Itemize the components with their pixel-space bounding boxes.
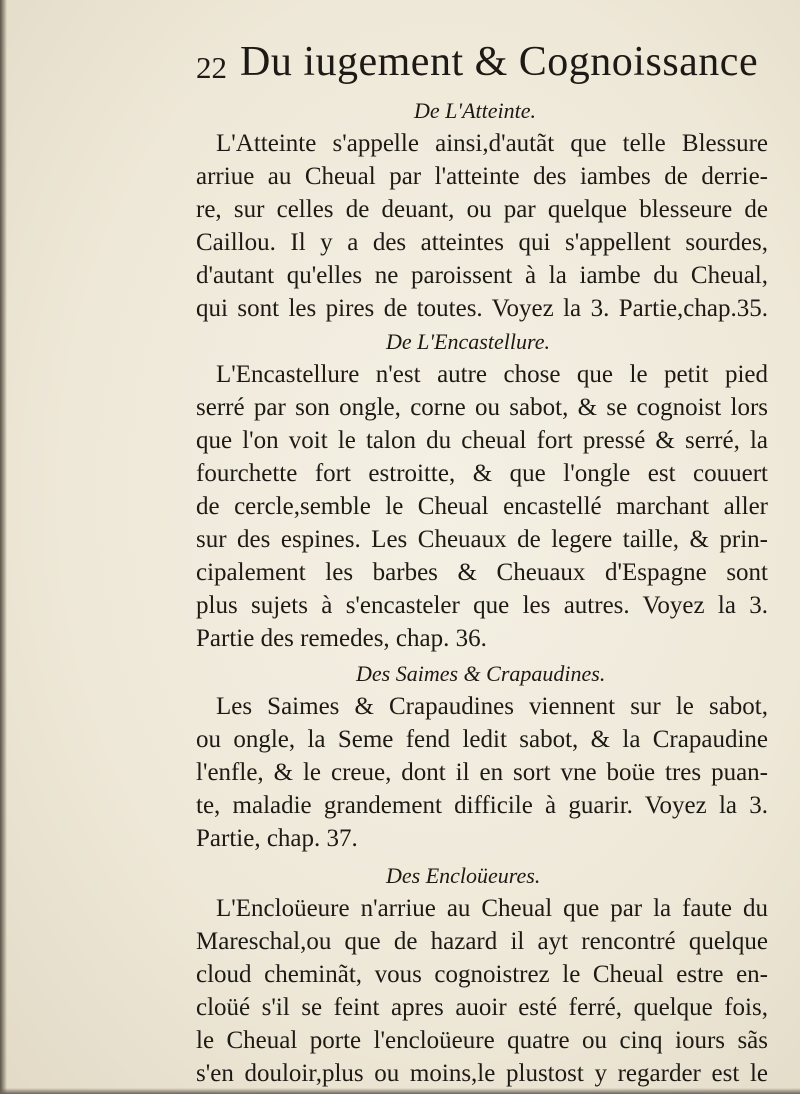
text-line: cipalement les barbes & Cheuaux d'Espagne sont — [196, 559, 768, 586]
text-line: serré par son ongle, corne ou sabot, & se cognoist lors — [196, 394, 768, 421]
text-line: L'Atteinte s'appelle ainsi,d'autãt que telle Blessure — [216, 130, 768, 157]
text-line: Partie, chap. 37. — [196, 825, 358, 852]
section-heading: De L'Atteinte. — [414, 98, 537, 123]
running-head — [196, 38, 768, 94]
text-line: de cercle,semble le Cheual encastellé marchant aller — [196, 493, 768, 520]
text-line: s'en douloir,plus ou moins,le plustost y regarder est le — [196, 1060, 768, 1087]
text-line: Mareschal,ou que de hazard il ayt rencontré quelque — [196, 928, 768, 955]
text-line: que l'on voit le talon du cheual fort pressé & serré, la — [196, 427, 768, 454]
text-line: fourchette fort estroitte, & que l'ongle est couuert — [196, 460, 768, 487]
text-line: qui sont les pires de toutes. Voyez la 3. Partie,chap.35. — [196, 295, 768, 322]
section-heading: De L'Encastellure. — [386, 329, 550, 354]
text-line: Les Saimes & Crapaudines viennent sur le sabot, — [216, 693, 768, 720]
text-line: te, maladie grandement difficile à guarir. Voyez la 3. — [196, 792, 768, 819]
text-line: l'enfle, & le creue, dont il en sort vne boüe tres puan- — [196, 759, 768, 786]
text-line: Caillou. Il y a des atteintes qui s'appellent sourdes, — [196, 229, 768, 256]
text-line: L'Encastellure n'est autre chose que le petit pied — [216, 361, 768, 388]
text-line: le Cheual porte l'encloüeure quatre ou cinq iours sãs — [196, 1027, 768, 1054]
text-line: cloud cheminãt, vous cognoistrez le Cheual estre en- — [196, 961, 768, 988]
text-line: re, sur celles de deuant, ou par quelque blesseure de — [196, 196, 768, 223]
text-line: ou ongle, la Seme fend ledit sabot, & la Crapaudine — [196, 726, 768, 753]
text-line: d'autant qu'elles ne paroissent à la iambe du Cheual, — [196, 262, 768, 289]
page-binding-edge — [0, 0, 7, 1094]
text-line: Partie des remedes, chap. 36. — [196, 625, 487, 652]
text-line: arriue au Cheual par l'atteinte des iambes de derrie- — [196, 163, 768, 190]
text-line: sur des espines. Les Cheuaux de legere taille, & prin- — [196, 526, 768, 553]
section-heading: Des Encloüeures. — [386, 863, 541, 888]
text-line: cloüé s'il se feint apres auoir esté ferré, quelque fois, — [196, 994, 768, 1021]
text-line: L'Encloüeure n'arriue au Cheual que par la faute du — [216, 895, 768, 922]
page-number: 22 — [196, 50, 227, 85]
text-block — [196, 38, 768, 1090]
running-title: Du iugement & Cognoissance — [240, 39, 759, 85]
section-heading: Des Saimes & Crapaudines. — [356, 661, 606, 686]
text-line: plus sujets à s'encasteler que les autres. Voyez la 3. — [196, 592, 768, 619]
